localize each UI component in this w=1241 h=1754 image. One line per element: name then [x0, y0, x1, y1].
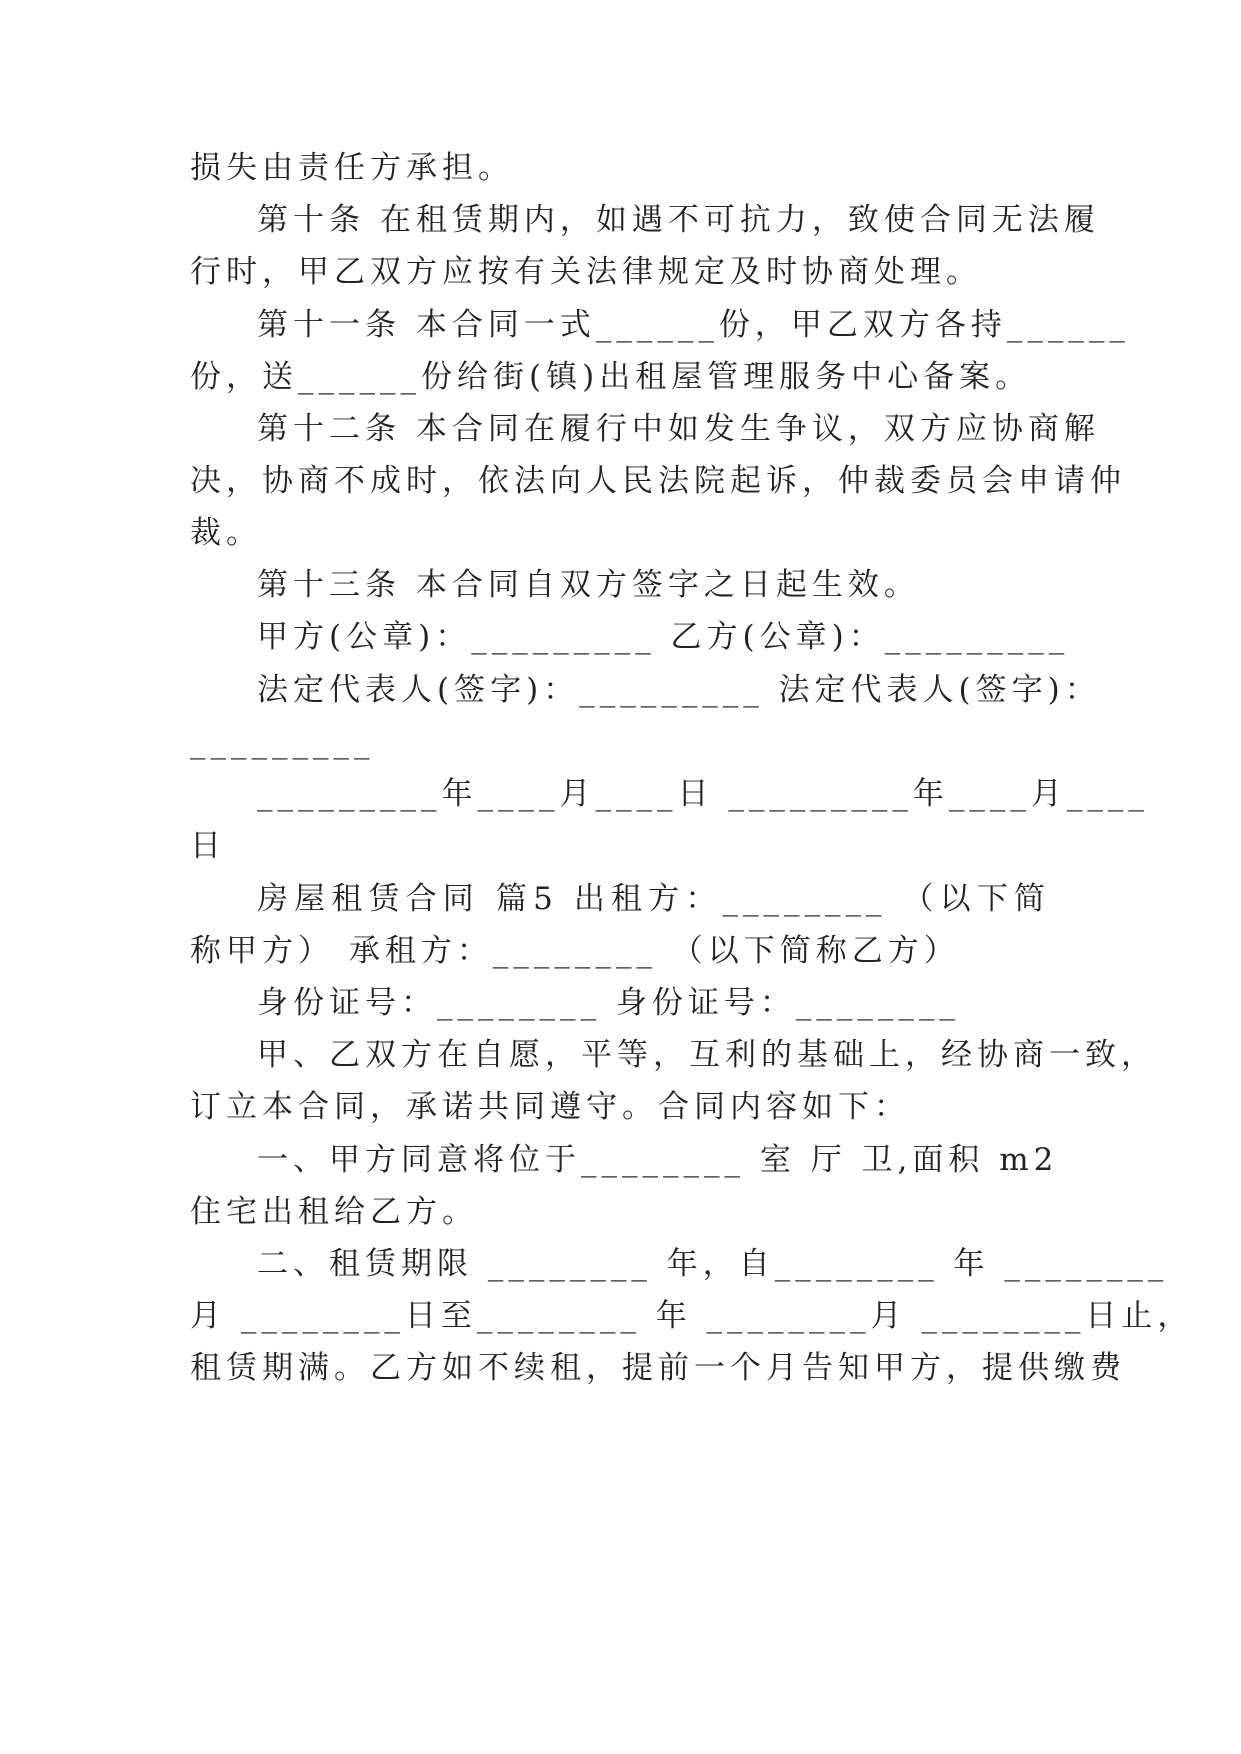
text-line: 房屋租赁合同 篇5 出租方：________ （以下简: [257, 881, 1050, 917]
text-line: 第十条 在租赁期内，如遇不可抗力，致使合同无法履: [257, 202, 1100, 238]
text-line: 第十一条 本合同一式______份，甲乙双方各持______: [257, 307, 1130, 343]
text-line: 租赁期满。乙方如不续租，提前一个月告知甲方，提供缴费: [190, 1350, 1126, 1386]
text-line: 第十二条 本合同在履行中如发生争议，双方应协商解: [257, 411, 1100, 447]
text-line: 决，协商不成时，依法向人民法院起诉，仲裁委员会申请仲: [190, 463, 1126, 499]
text-line: 住宅出租给乙方。: [190, 1194, 478, 1230]
text-line: 二、租赁期限 ________ 年，自________ 年 ________: [257, 1246, 1169, 1282]
text-line: 甲、乙双方在自愿，平等，互利的基础上，经协商一致，: [257, 1037, 1157, 1073]
text-line: 行时，甲乙双方应按有关法律规定及时协商处理。: [190, 254, 982, 290]
text-line: 法定代表人(签字)：_________ 法定代表人(签字)：: [257, 672, 1101, 708]
text-line: 裁。: [190, 515, 262, 551]
text-line: 身份证号：________ 身份证号：________: [257, 985, 960, 1021]
text-line: 一、甲方同意将位于________ 室 厅 卫,面积 m2: [257, 1142, 1059, 1178]
text-line: 订立本合同，承诺共同遵守。合同内容如下：: [190, 1089, 910, 1125]
text-line: 第十三条 本合同自双方签字之日起生效。: [257, 567, 920, 603]
text-line: _________年____月____日 _________年____月____: [257, 776, 1149, 812]
text-line: 月 ________日至________ 年 ________月 ________日止，: [190, 1298, 1194, 1334]
text-line: 损失由责任方承担。: [190, 150, 514, 186]
text-line: _________: [190, 724, 375, 760]
text-line: 份，送______份给街(镇)出租屋管理服务中心备案。: [190, 359, 1032, 395]
text-line: 日: [190, 828, 226, 864]
text-line: 甲方(公章)：_________ 乙方(公章)：_________: [257, 619, 1070, 655]
text-line: 称甲方） 承租方：________ （以下简称乙方）: [190, 933, 960, 969]
